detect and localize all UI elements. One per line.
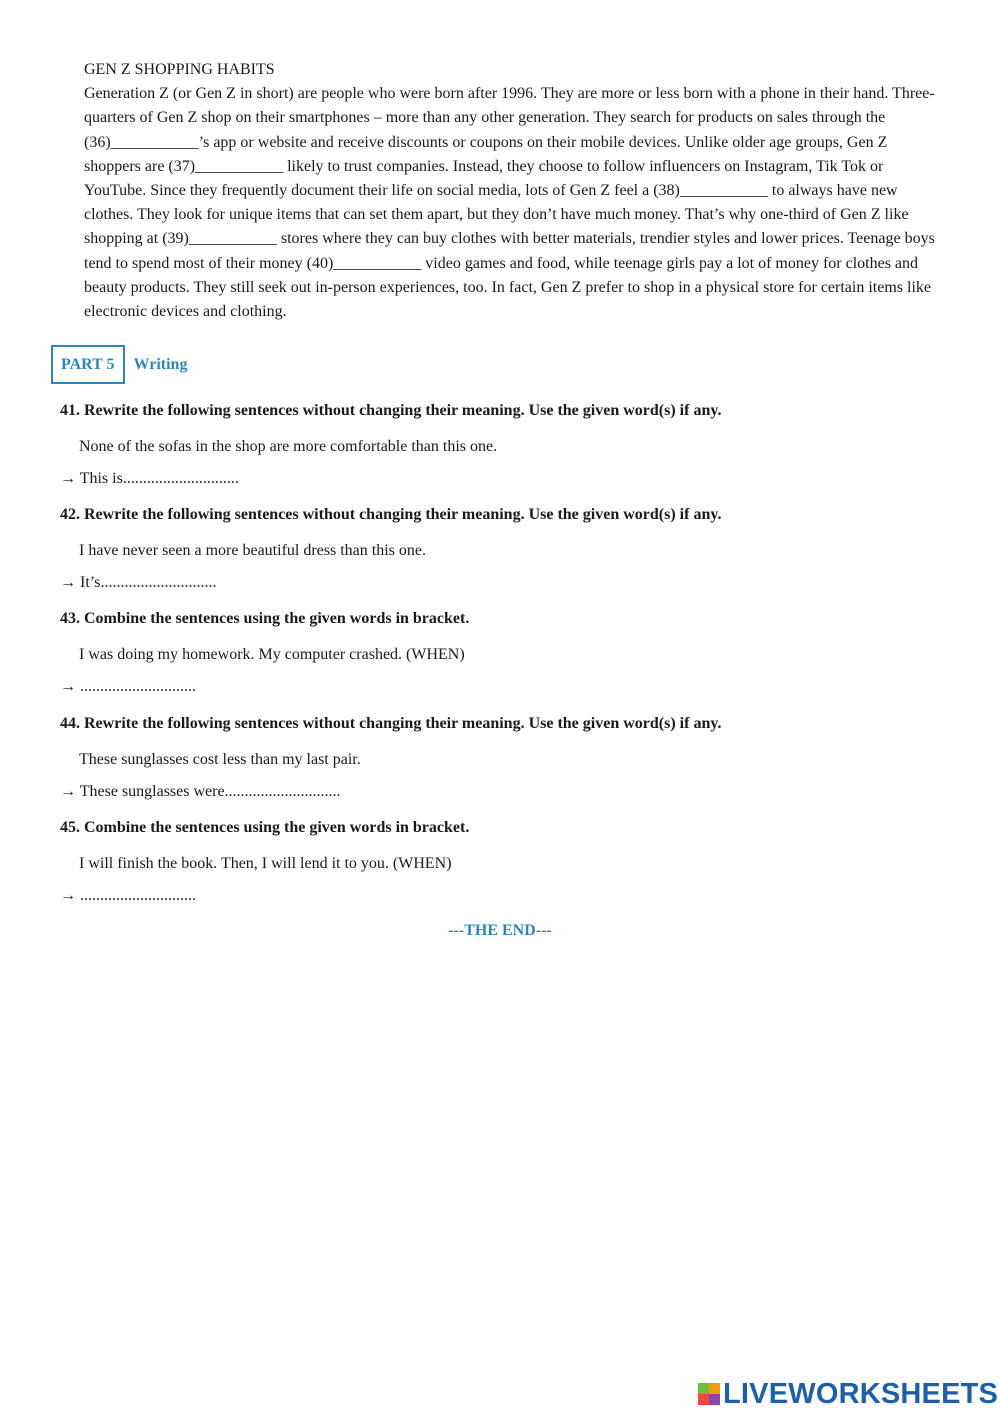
question-instruction: 44. Rewrite the following sentences without changing their meaning. Use the given word(s) if any. — [60, 715, 722, 732]
part-title: Writing — [133, 355, 188, 373]
question-sentence: I will finish the book. Then, I will lend it to you. (WHEN) — [79, 855, 452, 872]
question-sentence: I was doing my homework. My computer crashed. (WHEN) — [79, 646, 465, 663]
logo-square-icon — [709, 1394, 720, 1405]
logo-square-icon — [709, 1383, 720, 1394]
answer-line[interactable]: → ............................. — [60, 678, 196, 695]
question-sentence: I have never seen a more beautiful dress than this one. — [79, 542, 426, 559]
the-end-label: ---THE END--- — [448, 922, 552, 939]
question-sentence: None of the sofas in the shop are more comfortable than this one. — [79, 438, 498, 455]
question-42 — [60, 504, 960, 594]
answer-line[interactable]: → These sunglasses were............................. — [60, 783, 341, 800]
question-41 — [60, 400, 960, 490]
logo-square-icon — [698, 1394, 709, 1405]
reading-passage — [84, 58, 944, 324]
answer-line[interactable]: → It’s............................. — [60, 574, 217, 591]
liveworksheets-logo[interactable] — [698, 1376, 998, 1412]
part-header — [51, 345, 187, 384]
question-instruction: 43. Combine the sentences using the given words in bracket. — [60, 610, 470, 627]
liveworksheets-mark-icon — [698, 1383, 720, 1405]
question-instruction: 45. Combine the sentences using the given words in bracket. — [60, 819, 470, 836]
question-instruction: 42. Rewrite the following sentences without changing their meaning. Use the given word(s) if any. — [60, 506, 722, 523]
answer-line[interactable]: → This is............................. — [60, 470, 239, 487]
question-44 — [60, 713, 960, 803]
passage-text: Generation Z (or Gen Z in short) are people who were born after 1996. They are more or less born with a phone in their hand. Three-quarters of Gen Z shop on their smartphones – more than any other generation. They search for products on sales through the (36)___________’s app or website and receive discounts or coupons on their mobile devices. Unlike older age groups, Gen Z shoppers are (37)___________ likely to trust companies. Instead, they choose to follow influencers on Instagram, Tik Tok or YouTube. Since they frequently document their life on social media, lots of Gen Z feel a (38)___________ to always have new clothes. They look for unique items that can set them apart, but they don’t have much money. That’s why one-third of Gen Z like shopping at (39)___________ stores where they can buy clothes with better materials, trendier styles and lower prices. Teenage boys tend to spend most of their money (40)___________ video games and food, while teenage girls pay a lot of money for clothes and beauty products. They still seek out in-person experiences, too. In fact, Gen Z prefer to shop in a physical store for certain items like electronic devices and clothing. — [84, 85, 935, 321]
part-label: PART 5 — [51, 345, 125, 384]
answer-line[interactable]: → ............................. — [60, 887, 196, 904]
question-45 — [60, 817, 960, 907]
logo-text: LIVEWORKSHEETS — [723, 1377, 999, 1410]
question-instruction: 41. Rewrite the following sentences without changing their meaning. Use the given word(s) if any. — [60, 402, 722, 419]
question-43 — [60, 608, 960, 698]
passage-title: GEN Z SHOPPING HABITS — [84, 61, 275, 78]
question-sentence: These sunglasses cost less than my last pair. — [79, 751, 361, 768]
logo-square-icon — [698, 1383, 709, 1394]
